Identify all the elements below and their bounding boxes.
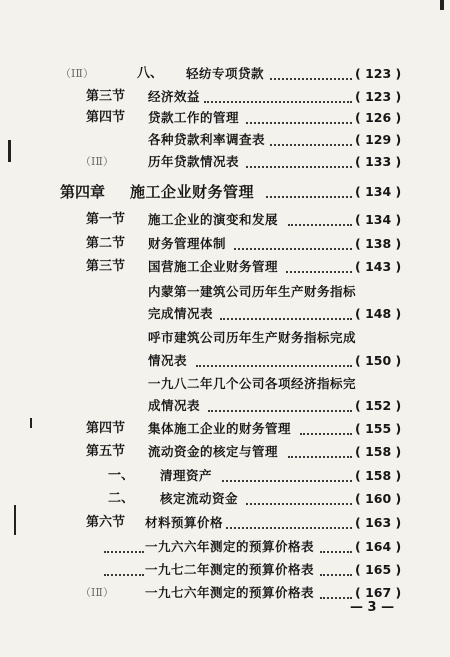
toc-entry (0, 64, 450, 84)
toc-entry (0, 442, 450, 462)
entry-page-number: ( 148 ) (355, 306, 402, 321)
entry-page-number: ( 123 ) (355, 89, 402, 104)
toc-entry (0, 513, 450, 533)
entry-label: 第三节 (86, 89, 126, 104)
leader-dots (226, 526, 352, 529)
leader-dots (288, 223, 352, 226)
entry-prefix: （ⅠⅡ） (60, 67, 94, 80)
page-number-footer: — 3 — (350, 600, 395, 615)
entry-label: 第四节 (86, 110, 126, 125)
entry-label: 八、 (137, 66, 164, 81)
toc-entry (0, 466, 450, 486)
entry-prefix: （ⅠⅡ） (80, 586, 114, 599)
entry-page-number: ( 126 ) (355, 110, 402, 125)
entry-title: 各种贷款利率调查表 (148, 132, 266, 147)
scan-speck (14, 505, 16, 535)
entry-label: 第一节 (86, 212, 126, 227)
entry-title: 呼市建筑公司历年生产财务指标完成 (148, 330, 357, 345)
toc-entry (0, 257, 450, 277)
entry-page-number: ( 129 ) (355, 132, 402, 147)
entry-title: 一九八二年几个公司各项经济指标完 (148, 376, 357, 391)
entry-page-number: ( 138 ) (355, 236, 402, 251)
toc-entry (0, 282, 450, 302)
leader-dots (246, 165, 352, 168)
toc-entry (0, 489, 450, 509)
entry-page-number: ( 164 ) (355, 539, 402, 554)
toc-entry (0, 351, 450, 371)
entry-title: 贷款工作的管理 (148, 110, 240, 125)
toc-entry (0, 304, 450, 324)
entry-title: 施工企业的演变和发展 (148, 212, 279, 227)
entry-label: 一、 (108, 468, 135, 483)
leader-dots (246, 121, 352, 124)
toc-entry (0, 87, 450, 107)
leader-dots (270, 77, 352, 80)
toc-entry (0, 560, 450, 580)
entry-label: 第六节 (86, 515, 126, 530)
entry-page-number: ( 152 ) (355, 398, 402, 413)
entry-page-number: ( 134 ) (355, 212, 402, 227)
entry-title: 清理资产 (160, 468, 213, 483)
entry-title: 成情况表 (148, 398, 201, 413)
entry-page-number: ( 143 ) (355, 259, 402, 274)
leader-dots (286, 270, 352, 273)
entry-title: 一九六六年测定的预算价格表 (145, 539, 315, 554)
entry-title: 轻纺专项贷款 (186, 66, 265, 81)
leader-dots (320, 573, 352, 576)
scan-speck (8, 140, 11, 162)
leader-dots (270, 143, 352, 146)
entry-title: 内蒙第一建筑公司历年生产财务指标 (148, 284, 357, 299)
entry-title: 国营施工企业财务管理 (148, 259, 279, 274)
toc-entry (0, 234, 450, 254)
entry-prefix: （ⅠⅡ） (80, 155, 114, 168)
leader-dots (220, 317, 352, 320)
toc-entry (0, 374, 450, 394)
entry-label: 第四节 (86, 421, 126, 436)
toc-entry (0, 419, 450, 439)
scan-speck (440, 0, 444, 10)
leader-dots (320, 596, 352, 599)
toc-entry (0, 210, 450, 230)
entry-label: 第二节 (86, 236, 126, 251)
toc-entry (0, 396, 450, 416)
entry-title: 经济效益 (148, 89, 201, 104)
entry-title: 核定流动资金 (160, 491, 239, 506)
entry-page-number: ( 158 ) (355, 468, 402, 483)
leader-dots (196, 364, 352, 367)
entry-title: 财务管理体制 (148, 236, 227, 251)
entry-label: 第四章 (60, 183, 106, 201)
entry-page-number: ( 155 ) (355, 421, 402, 436)
entry-page-number: ( 163 ) (355, 515, 402, 530)
leader-dots (104, 573, 144, 576)
scan-speck (30, 418, 32, 428)
leader-dots (104, 550, 144, 553)
entry-title: 施工企业财务管理 (130, 183, 255, 201)
entry-title: 完成情况表 (148, 306, 214, 321)
leader-dots (246, 502, 352, 505)
entry-page-number: ( 150 ) (355, 353, 402, 368)
leader-dots (208, 409, 352, 412)
entry-title: 材料预算价格 (145, 515, 224, 530)
entry-page-number: ( 167 ) (355, 585, 402, 600)
leader-dots (288, 455, 352, 458)
leader-dots (234, 247, 352, 250)
entry-label: 第五节 (86, 444, 126, 459)
entry-page-number: ( 133 ) (355, 154, 402, 169)
toc-entry (0, 537, 450, 557)
entry-title: 流动资金的核定与管理 (148, 444, 279, 459)
leader-dots (300, 432, 352, 435)
entry-title: 集体施工企业的财务管理 (148, 421, 292, 436)
entry-title: 情况表 (148, 353, 188, 368)
leader-dots (320, 550, 352, 553)
entry-title: 一九七二年测定的预算价格表 (145, 562, 315, 577)
entry-title: 历年贷款情况表 (148, 154, 240, 169)
entry-title: 一九七六年测定的预算价格表 (145, 585, 315, 600)
toc-entry (0, 130, 450, 150)
entry-label: 二、 (108, 491, 135, 506)
toc-entry-chapter (0, 182, 450, 202)
entry-page-number: ( 134 ) (355, 184, 402, 199)
entry-page-number: ( 158 ) (355, 444, 402, 459)
entry-page-number: ( 123 ) (355, 66, 402, 81)
toc-entry (0, 328, 450, 348)
entry-label: 第三节 (86, 259, 126, 274)
leader-dots (266, 195, 352, 198)
leader-dots (222, 479, 352, 482)
entry-page-number: ( 165 ) (355, 562, 402, 577)
leader-dots (204, 100, 352, 103)
entry-page-number: ( 160 ) (355, 491, 402, 506)
toc-entry (0, 108, 450, 128)
toc-entry (0, 152, 450, 172)
